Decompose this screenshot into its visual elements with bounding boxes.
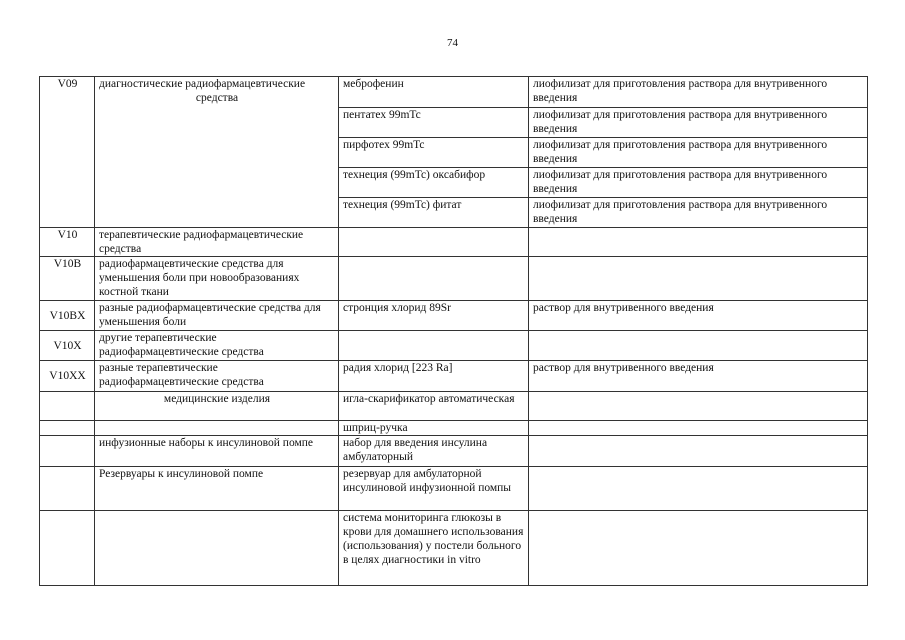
drug-name: игла-скарификатор автоматическая bbox=[339, 392, 529, 421]
atc-code bbox=[40, 436, 95, 467]
atc-group bbox=[95, 421, 339, 436]
table-row bbox=[40, 228, 868, 257]
dosage-form: раствор для внутривенного введения bbox=[529, 361, 868, 392]
drug-name: система мониторинга глюкозы в крови для домашнего использования (использования) у постели больного в целях диагностики in vitro bbox=[339, 511, 529, 586]
atc-group: Резервуары к инсулиновой помпе bbox=[95, 467, 339, 511]
dosage-form bbox=[529, 511, 868, 586]
drug-name: меброфенин bbox=[339, 77, 529, 108]
dosage-form bbox=[529, 392, 868, 421]
drug-name: технеция (99mTc) оксабифор bbox=[339, 168, 529, 198]
atc-group: радиофармацевтические средства для уменьшения боли при новообразованиях костной ткани bbox=[95, 257, 339, 301]
atc-group-line: средства bbox=[195, 92, 239, 104]
atc-code bbox=[40, 392, 95, 421]
atc-group: медицинские изделия bbox=[95, 392, 339, 421]
table-row bbox=[40, 77, 868, 108]
dosage-form: лиофилизат для приготовления раствора для внутривенного введения bbox=[529, 138, 868, 168]
atc-code bbox=[40, 467, 95, 511]
atc-code: V10XX bbox=[40, 361, 95, 392]
atc-group bbox=[95, 77, 339, 228]
atc-code bbox=[40, 511, 95, 586]
atc-code: V10B bbox=[40, 257, 95, 301]
table-row bbox=[40, 331, 868, 361]
table-row bbox=[40, 301, 868, 331]
medication-table bbox=[39, 76, 868, 586]
table-row bbox=[40, 257, 868, 301]
drug-name: пентатех 99mTc bbox=[339, 108, 529, 138]
table-row bbox=[40, 511, 868, 586]
dosage-form bbox=[529, 467, 868, 511]
atc-code: V10X bbox=[40, 331, 95, 361]
drug-name: набор для введения инсулина амбулаторный bbox=[339, 436, 529, 467]
drug-name bbox=[339, 257, 529, 301]
dosage-form bbox=[529, 436, 868, 467]
table-row bbox=[40, 361, 868, 392]
atc-group: инфузионные наборы к инсулиновой помпе bbox=[95, 436, 339, 467]
drug-name: резервуар для амбулаторной инсулиновой инфузионной помпы bbox=[339, 467, 529, 511]
dosage-form bbox=[529, 228, 868, 257]
atc-code bbox=[40, 421, 95, 436]
atc-group bbox=[95, 511, 339, 586]
dosage-form bbox=[529, 331, 868, 361]
dosage-form: лиофилизат для приготовления раствора для внутривенного введения bbox=[529, 77, 868, 108]
drug-name bbox=[339, 331, 529, 361]
dosage-form: лиофилизат для приготовления раствора для внутривенного введения bbox=[529, 168, 868, 198]
atc-group: терапевтические радиофармацевтические средства bbox=[95, 228, 339, 257]
atc-code: V10 bbox=[40, 228, 95, 257]
table-row bbox=[40, 467, 868, 511]
dosage-form: лиофилизат для приготовления раствора для внутривенного введения bbox=[529, 108, 868, 138]
atc-group: разные радиофармацевтические средства для уменьшения боли bbox=[95, 301, 339, 331]
drug-name: шприц-ручка bbox=[339, 421, 529, 436]
dosage-form bbox=[529, 421, 868, 436]
atc-code: V10BX bbox=[40, 301, 95, 331]
atc-group: разные терапевтические радиофармацевтические средства bbox=[95, 361, 339, 392]
atc-group-line: диагностические радиофармацевтические bbox=[99, 78, 306, 90]
drug-name: пирфотех 99mTc bbox=[339, 138, 529, 168]
drug-name: радия хлорид [223 Ra] bbox=[339, 361, 529, 392]
page-number: 74 bbox=[447, 37, 458, 49]
drug-name: технеция (99mTc) фитат bbox=[339, 198, 529, 228]
drug-name bbox=[339, 228, 529, 257]
drug-name: стронция хлорид 89Sr bbox=[339, 301, 529, 331]
atc-code: V09 bbox=[40, 77, 95, 228]
atc-group: другие терапевтические радиофармацевтические средства bbox=[95, 331, 339, 361]
table-row bbox=[40, 436, 868, 467]
dosage-form: раствор для внутривенного введения bbox=[529, 301, 868, 331]
dosage-form: лиофилизат для приготовления раствора для внутривенного введения bbox=[529, 198, 868, 228]
dosage-form bbox=[529, 257, 868, 301]
table-row bbox=[40, 392, 868, 421]
table-row bbox=[40, 421, 868, 436]
